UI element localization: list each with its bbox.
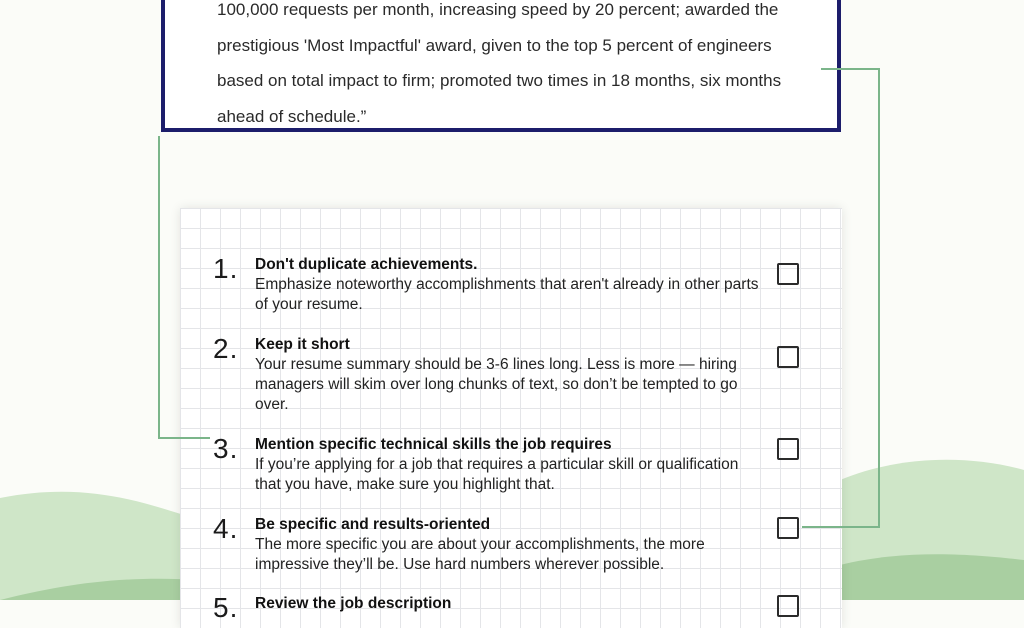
item-description: Emphasize noteworthy accomplishments that aren't already in other parts of your resume.	[255, 276, 759, 313]
quote-line: based on total impact to firm; promoted two times in 18 months, six months	[217, 71, 782, 90]
item-title: Review the job description	[255, 595, 452, 612]
item-description: Your resume summary should be 3-6 lines long. Less is more — hiring managers will skim over long chunks of text, so don’t be tempted to go over.	[255, 356, 738, 413]
quote-line: prestigious 'Most Impactful' award, given to the top 5 percent of engineers	[217, 35, 772, 55]
item-title: Keep it short	[255, 336, 350, 353]
quote-line: ahead of schedule.”	[217, 106, 367, 126]
dark-green-wave-right	[840, 554, 1024, 600]
item-description: If you’re applying for a job that requires a particular skill or qualification that you have, make sure you highlight that.	[255, 456, 739, 493]
quote-line: 100,000 requests per month, increasing speed by 20 percent; awarded the	[217, 0, 779, 19]
item-checkbox[interactable]	[777, 438, 799, 460]
item-checkbox[interactable]	[777, 346, 799, 368]
item-checkbox[interactable]	[777, 517, 799, 539]
item-description: The more specific you are about your accomplishments, the more impressive they’ll be. Use hard numbers wherever possible.	[255, 536, 705, 573]
quote-text	[217, 0, 817, 134]
item-number: 3.	[213, 433, 239, 464]
item-number: 1.	[213, 253, 239, 284]
item-checkbox[interactable]	[777, 595, 799, 617]
item-title: Be specific and results-oriented	[255, 516, 491, 533]
resume-summary-quote-box	[161, 0, 841, 132]
item-title: Don't duplicate achievements.	[255, 256, 478, 273]
item-number: 5.	[213, 592, 239, 623]
item-number: 2.	[213, 333, 239, 364]
item-number: 4.	[213, 513, 239, 544]
tips-checklist-card	[180, 208, 842, 628]
item-title: Mention specific technical skills the job requires	[255, 436, 612, 453]
item-checkbox[interactable]	[777, 263, 799, 285]
